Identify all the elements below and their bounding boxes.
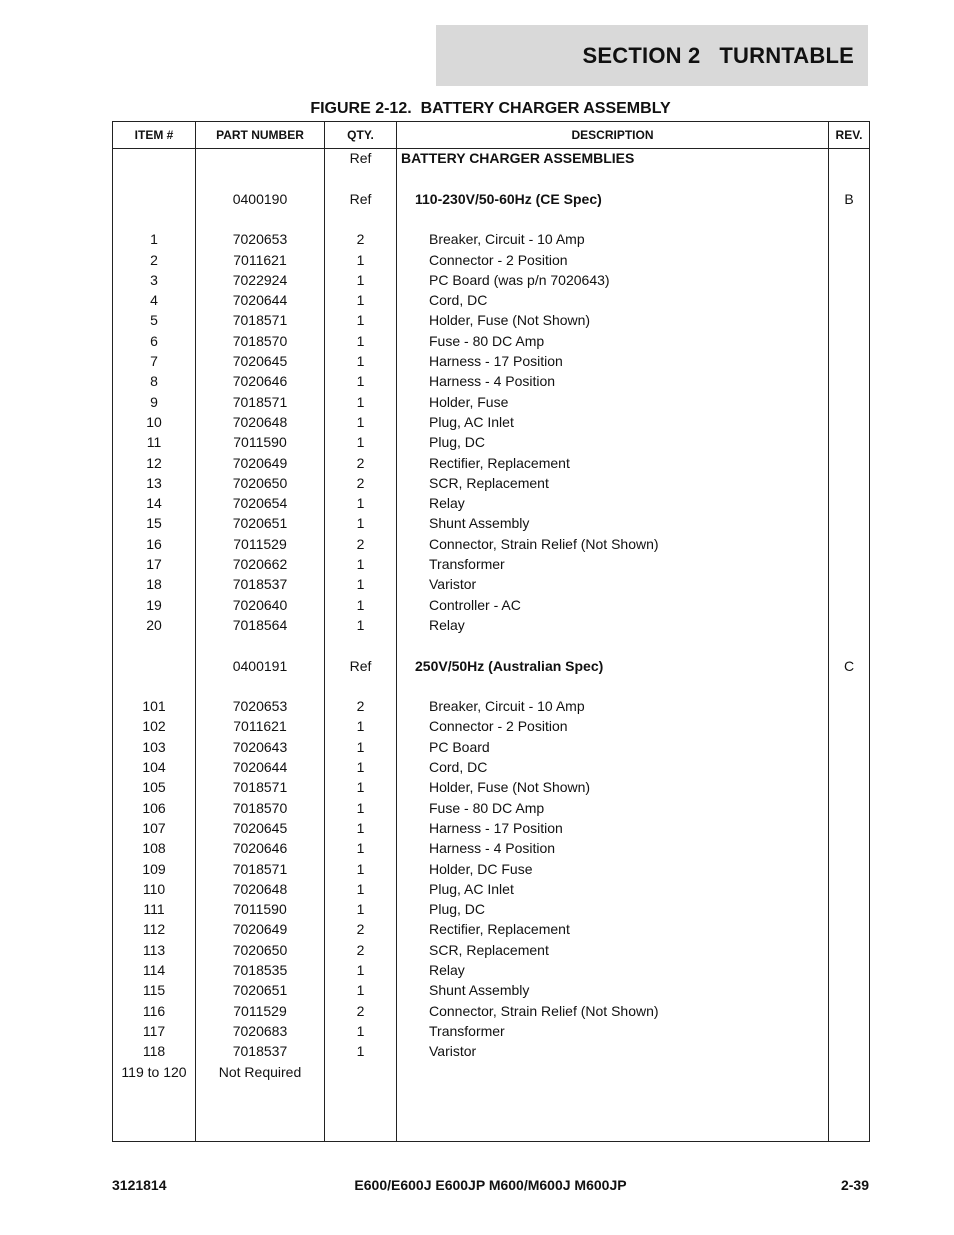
description: PC Board [429, 738, 490, 755]
item-number: 109 [142, 860, 166, 877]
part-number: 7011590 [233, 434, 287, 451]
quantity: Ref [349, 150, 372, 166]
table-row [113, 310, 869, 330]
item-number: 19 [146, 596, 162, 613]
table-row [113, 757, 869, 777]
part-number: 7020646 [232, 373, 288, 390]
table-row [113, 737, 869, 757]
item-number: 118 [142, 1043, 166, 1060]
item-number: 16 [146, 535, 162, 552]
part-number: 7018571 [232, 393, 288, 410]
description: Rectifier, Replacement [429, 454, 570, 471]
quantity: 1 [356, 515, 365, 532]
part-number: 7011621 [233, 718, 287, 735]
description: Relay [429, 616, 465, 633]
table-row [113, 859, 869, 879]
description: Transformer [429, 556, 505, 572]
table-row [113, 412, 869, 432]
table-row [113, 879, 869, 899]
quantity: 1 [356, 779, 365, 796]
description: Shunt Assembly [429, 982, 530, 999]
quantity: 1 [356, 596, 365, 613]
table-row [113, 290, 869, 310]
part-number: 7020650 [232, 941, 288, 958]
item-number: 15 [146, 515, 162, 532]
table-row [113, 1001, 869, 1021]
part-number: 7020645 [232, 819, 288, 836]
part-number: 7011621 [233, 251, 287, 268]
item-number: 9 [150, 393, 158, 410]
item-number: 3 [150, 271, 158, 288]
item-number: 18 [146, 576, 162, 593]
quantity: 1 [356, 271, 365, 288]
description: Breaker, Circuit - 10 Amp [429, 231, 585, 248]
item-number: 107 [142, 819, 166, 836]
footer-doc-number: 3121814 [112, 1177, 167, 1193]
table-row [113, 473, 869, 493]
description: Relay [429, 962, 465, 978]
table-row [113, 371, 869, 391]
quantity: 2 [356, 921, 365, 938]
item-number: 112 [142, 921, 166, 938]
description: Rectifier, Replacement [429, 921, 570, 938]
part-number: 7018571 [232, 779, 288, 796]
description: Holder, Fuse [429, 393, 509, 410]
parts-table [112, 121, 870, 1142]
description: SCR, Replacement [429, 474, 549, 491]
quantity: 1 [356, 393, 365, 410]
description: Breaker, Circuit - 10 Amp [429, 698, 585, 715]
table-row [113, 615, 869, 635]
part-number: 7018537 [232, 576, 288, 593]
part-number: 7011590 [233, 901, 287, 918]
part-number: 7020651 [232, 982, 288, 999]
description: Plug, DC [429, 901, 486, 918]
description: Holder, DC Fuse [429, 860, 533, 877]
description: Plug, DC [429, 434, 486, 451]
header-qty: QTY. [347, 128, 374, 142]
part-number: 7011529 [233, 535, 287, 552]
table-row [113, 940, 869, 960]
part-number: 7018571 [232, 860, 288, 877]
part-number: 7020649 [232, 921, 288, 938]
description: 110-230V/50-60Hz (CE Spec) [415, 190, 602, 207]
description: Plug, AC Inlet [429, 880, 514, 897]
part-number: 7020644 [232, 759, 288, 775]
item-number: 12 [146, 454, 162, 471]
item-number: 8 [150, 373, 158, 390]
table-row [113, 1062, 869, 1082]
item-number: 114 [142, 962, 166, 978]
quantity: 1 [356, 759, 365, 775]
revision: C [843, 657, 855, 674]
table-row [113, 432, 869, 452]
quantity: 1 [356, 251, 365, 268]
quantity: 1 [356, 1043, 365, 1060]
quantity: 1 [356, 312, 365, 329]
part-number: 7018564 [232, 616, 288, 633]
item-number: 7 [150, 353, 158, 369]
item-number: 101 [142, 698, 166, 715]
item-number: 113 [142, 941, 166, 958]
table-row [113, 270, 869, 290]
table-row [113, 656, 869, 676]
item-number: 14 [146, 495, 162, 512]
description: BATTERY CHARGER ASSEMBLIES [401, 150, 635, 166]
section-title: SECTION 2 TURNTABLE [582, 42, 854, 68]
table-row [113, 798, 869, 818]
part-number: 7020640 [232, 596, 288, 613]
item-number: 4 [150, 292, 158, 309]
item-number: 6 [150, 332, 158, 349]
quantity: 1 [356, 1022, 365, 1039]
quantity: 2 [356, 1002, 365, 1019]
part-number: 7018537 [232, 1043, 288, 1060]
quantity: Ref [349, 657, 372, 674]
description: Relay [429, 495, 465, 512]
table-row [113, 250, 869, 270]
table-row [113, 595, 869, 615]
part-number: 7020650 [232, 474, 288, 491]
quantity: 2 [356, 474, 365, 491]
description: Transformer [429, 1022, 505, 1039]
table-row [113, 980, 869, 1000]
table-row [113, 493, 869, 513]
description: Harness - 17 Position [429, 819, 563, 836]
quantity: 1 [356, 373, 365, 390]
part-number: 7018571 [232, 312, 288, 329]
part-number: 7020651 [232, 515, 288, 532]
quantity: 1 [356, 901, 365, 918]
quantity: 1 [356, 576, 365, 593]
description: Connector, Strain Relief (Not Shown) [429, 1002, 659, 1019]
description: 250V/50Hz (Australian Spec) [415, 657, 604, 674]
part-number: Not Required [218, 1063, 302, 1080]
quantity: 2 [356, 698, 365, 715]
part-number: 7011529 [233, 1002, 287, 1019]
part-number: 7018535 [232, 962, 288, 978]
quantity: 1 [356, 799, 365, 816]
description: Holder, Fuse (Not Shown) [429, 779, 591, 796]
item-number: 2 [150, 251, 158, 268]
table-row [113, 899, 869, 919]
quantity: Ref [349, 190, 372, 207]
quantity: 1 [356, 880, 365, 897]
quantity: 1 [356, 962, 365, 978]
description: PC Board (was p/n 7020643) [429, 271, 610, 288]
part-number: 7020643 [232, 738, 288, 755]
description: Fuse - 80 DC Amp [429, 332, 545, 349]
item-number: 17 [146, 556, 162, 572]
item-number: 102 [142, 718, 166, 735]
item-number: 119 to 120 [121, 1063, 187, 1080]
description: Varistor [429, 576, 477, 593]
description: Connector - 2 Position [429, 718, 568, 735]
part-number: 7020683 [232, 1022, 288, 1039]
table-row [113, 392, 869, 412]
quantity: 1 [356, 495, 365, 512]
part-number: 0400191 [232, 657, 288, 674]
item-number: 104 [142, 759, 166, 775]
table-row [113, 574, 869, 594]
quantity: 1 [356, 434, 365, 451]
figure-title: FIGURE 2-12. BATTERY CHARGER ASSEMBLY [310, 100, 671, 117]
table-row [113, 1041, 869, 1061]
part-number: 7018570 [232, 332, 288, 349]
quantity: 2 [356, 941, 365, 958]
table-row [113, 554, 869, 574]
quantity: 1 [356, 738, 365, 755]
description: Holder, Fuse (Not Shown) [429, 312, 591, 329]
quantity: 2 [356, 231, 365, 248]
quantity: 1 [356, 292, 365, 309]
table-row [113, 838, 869, 858]
part-number: 7020646 [232, 840, 288, 857]
description: Controller - AC [429, 596, 521, 613]
table-row [113, 696, 869, 716]
part-number: 7020654 [232, 495, 288, 512]
table-row [113, 818, 869, 838]
quantity: 1 [356, 332, 365, 349]
table-row [113, 960, 869, 980]
item-number: 106 [142, 799, 166, 816]
part-number: 7020645 [232, 353, 288, 369]
header-description: DESCRIPTION [571, 128, 654, 142]
description: Cord, DC [429, 759, 488, 775]
description: Plug, AC Inlet [429, 413, 514, 430]
quantity: 1 [356, 413, 365, 430]
description: SCR, Replacement [429, 941, 549, 958]
header-rev: REV. [835, 128, 863, 142]
header-part-number: PART NUMBER [216, 128, 304, 142]
part-number: 7020648 [232, 880, 288, 897]
description: Harness - 4 Position [429, 373, 556, 390]
item-number: 13 [146, 474, 162, 491]
table-row [113, 534, 869, 554]
description: Fuse - 80 DC Amp [429, 799, 545, 816]
item-number: 1 [150, 231, 158, 248]
quantity: 2 [356, 454, 365, 471]
item-number: 5 [150, 312, 158, 329]
table-row [113, 351, 869, 371]
part-number: 7020649 [232, 454, 288, 471]
description: Cord, DC [429, 292, 488, 309]
table-row [113, 777, 869, 797]
part-number: 7020653 [232, 231, 288, 248]
item-number: 10 [146, 413, 162, 430]
quantity: 1 [356, 616, 365, 633]
part-number: 7020648 [232, 413, 288, 430]
table-row [113, 189, 869, 209]
revision: B [844, 190, 854, 207]
quantity: 2 [356, 535, 365, 552]
description: Connector - 2 Position [429, 251, 568, 268]
item-number: 110 [142, 880, 166, 897]
table-row [113, 919, 869, 939]
item-number: 116 [142, 1002, 166, 1019]
description: Connector, Strain Relief (Not Shown) [429, 535, 659, 552]
table-row [113, 1021, 869, 1041]
item-number: 11 [146, 434, 162, 451]
quantity: 1 [356, 556, 365, 572]
table-row [113, 453, 869, 473]
footer-models: E600/E600J E600JP M600/M600J M600JP [354, 1177, 627, 1193]
table-row [113, 716, 869, 736]
part-number: 7020662 [232, 556, 288, 572]
item-number: 115 [142, 982, 166, 999]
item-number: 20 [146, 616, 162, 633]
item-number: 103 [142, 738, 166, 755]
part-number: 7020653 [232, 698, 288, 715]
part-number: 0400190 [232, 190, 288, 207]
part-number: 7018570 [232, 799, 288, 816]
description: Harness - 4 Position [429, 840, 556, 857]
item-number: 108 [142, 840, 166, 857]
table-row [113, 229, 869, 249]
description: Varistor [429, 1043, 477, 1060]
table-row [113, 513, 869, 533]
part-number: 7022924 [232, 271, 288, 288]
quantity: 1 [356, 353, 365, 369]
footer-page-number: 2-39 [840, 1177, 869, 1193]
quantity: 1 [356, 860, 365, 877]
item-number: 105 [142, 779, 166, 796]
item-number: 117 [142, 1022, 166, 1039]
header-item: ITEM # [134, 128, 174, 142]
quantity: 1 [356, 840, 365, 857]
item-number: 111 [143, 901, 165, 918]
section-header [436, 25, 868, 86]
quantity: 1 [356, 819, 365, 836]
description: Harness - 17 Position [429, 353, 563, 369]
table-row [113, 148, 869, 168]
quantity: 1 [356, 718, 365, 735]
table-row [113, 331, 869, 351]
part-number: 7020644 [232, 292, 288, 309]
description: Shunt Assembly [429, 515, 530, 532]
quantity: 1 [356, 982, 365, 999]
